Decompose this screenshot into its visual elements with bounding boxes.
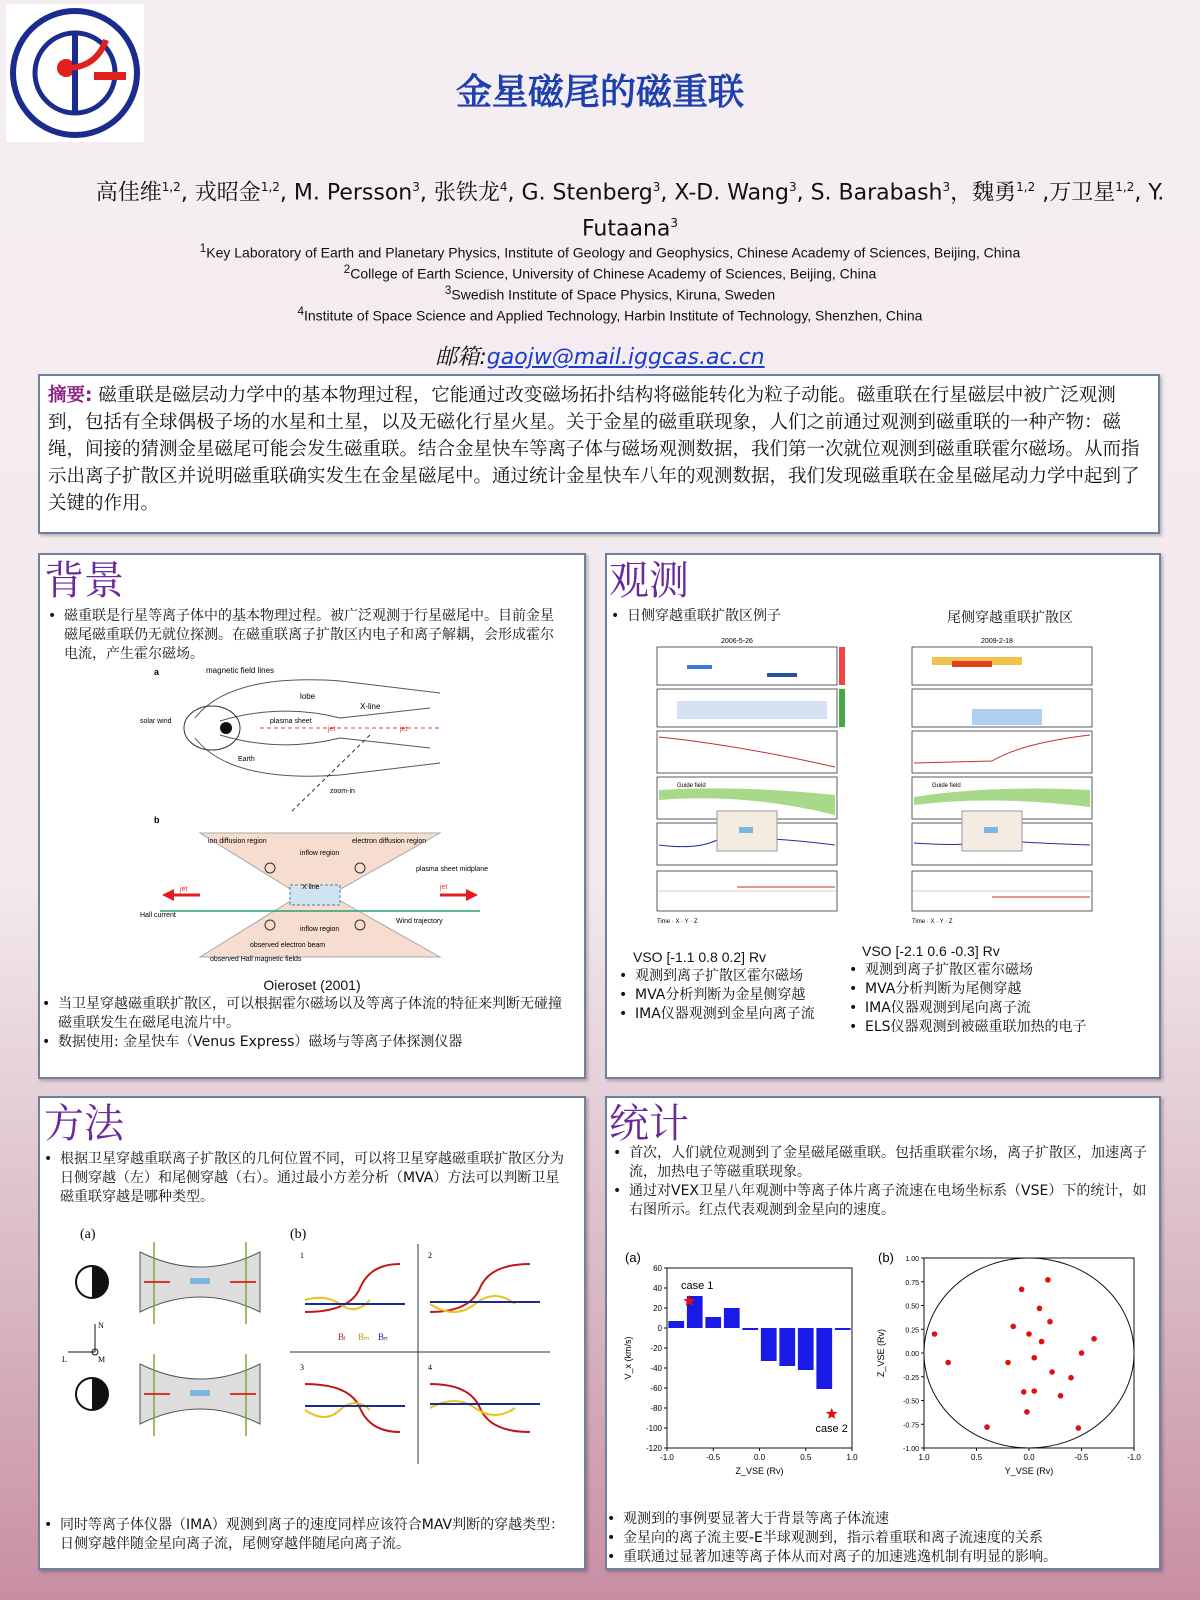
method-fig-b-label: (b)	[290, 1227, 307, 1242]
fig-plasma-sheet: plasma sheet	[270, 718, 312, 725]
dayside-item-1: • 观测到离子扩散区霍尔磁场	[617, 967, 857, 986]
scatter-point	[1010, 1324, 1016, 1330]
observation-right-heading: 尾侧穿越重联扩散区	[947, 610, 1073, 626]
bar	[816, 1328, 832, 1389]
dayside-event-plot	[617, 635, 867, 935]
background-caption: Oieroset (2001)	[263, 977, 361, 993]
fig-label-a: a	[154, 667, 160, 677]
bar-ytick-label: 0	[657, 1324, 662, 1333]
venus-circle	[924, 1258, 1134, 1448]
tailside-date: 2009-2-18	[981, 638, 1013, 645]
background-title: 背景	[44, 558, 124, 604]
fig-wind-trajectory: Wind trajectory	[396, 918, 443, 925]
author-list: 高佳维$^{1,2}$, 戎昭金$^{1,2}$, M. Persson$^3$, 张铁龙$^4$, G. Stenberg$^3$, X-D. Wang$^3$, S. Barabash$^3$，魏勇$^{1,2}$ ,万卫星$^{1,2}$, Y. Futaana$^3$	[95, 180, 1165, 242]
fig-jet-2: jet	[400, 726, 408, 733]
bar	[761, 1328, 777, 1361]
email-link[interactable]: gaojw@mail.iggcas.ac.cn	[486, 345, 765, 370]
fig-jet-1: jet	[328, 726, 336, 733]
fig-observed-hall: observed Hall magnetic fields	[210, 956, 302, 963]
contact-email	[0, 340, 1200, 371]
fig-inflow-1: inflow region	[300, 850, 340, 857]
bar	[779, 1328, 795, 1366]
abstract-panel	[38, 374, 1160, 534]
scatter-point	[1019, 1287, 1025, 1293]
fig-xline: X-line	[360, 702, 381, 711]
scatter-point	[1031, 1355, 1037, 1361]
legend-bn: Bₙ	[378, 1332, 388, 1342]
scatter-point	[1005, 1360, 1011, 1366]
dayside-date: 2006-5-26	[721, 638, 753, 645]
statistics-bullet-2: • 通过对VEX卫星八年观测中等离子体片离子流速在电场坐标系（VSE）下的统计，如右图所示。红点代表观测到金星向的速度。	[611, 1182, 1147, 1220]
fig-jet-3: jet	[180, 886, 188, 893]
scatter-point	[932, 1331, 938, 1337]
reconnection-schematic	[140, 663, 500, 963]
bar-xtick-label: -0.5	[706, 1453, 721, 1462]
background-bullet-1: • 磁重联是行星等离子体中的基本物理过程。被广泛观测于行星磁尾中。目前金星磁尾磁重联仍无就位探测。在磁重联离子扩散区内电子和离子解耦，会形成霍尔电流，产生霍尔磁场。	[46, 607, 566, 664]
scatter-xtick-label: 0.5	[970, 1453, 983, 1462]
background-panel	[38, 553, 586, 1079]
scatter-point	[1021, 1389, 1027, 1395]
scatter-ylabel: Z_VSE (Rv)	[876, 1328, 886, 1378]
scatter-xtick-label: -1.0	[1127, 1453, 1141, 1462]
quadrant-1: 1	[300, 1251, 304, 1260]
email-label: 邮箱:	[435, 345, 487, 370]
abstract-text: 磁重联是磁层动力学中的基本物理过程，它能通过改变磁场拓扑结构将磁能转化为粒子动能。磁重联在行星磁层中被广泛观测到，包括有全球偶极子场的水星和土星，以及无磁化行星火星。关于金星的磁重联现象，人们之前通过观测到磁重联的一种产物：磁绳，间接的猜测金星磁尾可能会发生磁重联。结合金星快车等离子体与磁场观测数据，我们第一次就位观测到磁重联霍尔磁场。从而指示出离子扩散区并说明磁重联确实发生在金星磁尾中。通过统计金星快车八年的观测数据，我们发现磁重联在金星磁尾动力学中起到了关键的作用。	[48, 385, 1140, 514]
bar	[668, 1321, 684, 1328]
scatter-xtick-label: 1.0	[918, 1453, 930, 1462]
scatter-point	[1079, 1350, 1085, 1356]
case-star	[826, 1408, 838, 1419]
scatter-point	[1026, 1331, 1032, 1337]
scatter-xtick-label: 0.0	[1023, 1453, 1035, 1462]
bar-xtick-label: 0.5	[800, 1453, 812, 1462]
dayside-item-3: • IMA仪器观测到金星向离子流	[617, 1005, 857, 1024]
scatter-point	[1058, 1393, 1064, 1399]
fig-observed-beam: observed electron beam	[250, 942, 326, 949]
poster-title: 金星磁尾的磁重联	[455, 72, 744, 113]
tailside-vso-position: VSO [-2.1 0.6 -0.3] Rv	[862, 943, 1000, 959]
scatter-point	[1049, 1369, 1055, 1375]
scatter-ytick-label: 1.00	[905, 1256, 919, 1263]
tailside-guide-field: Guide field	[932, 783, 961, 789]
bar	[705, 1317, 721, 1328]
fig-earth: Earth	[238, 756, 255, 763]
dayside-item-2: • MVA分析判断为金星侧穿越	[617, 986, 857, 1005]
bar-ytick-label: -20	[650, 1344, 662, 1353]
observation-title: 观测	[609, 558, 689, 604]
scatter-point	[1045, 1277, 1051, 1283]
tailside-event-plot	[872, 635, 1122, 935]
bar-ytick-label: 40	[653, 1284, 662, 1293]
dayside-vso-position: VSO [-1.1 0.8 0.2] Rv	[633, 949, 767, 965]
scatter-ytick-label: -0.25	[903, 1374, 919, 1382]
bar-xtick-label: -1.0	[660, 1453, 674, 1462]
abstract-label: 摘要:	[48, 385, 93, 406]
statistics-bullet-3: • 观测到的事例要显著大于背景等离子体流速	[605, 1510, 1145, 1529]
method-fig-a-label: (a)	[80, 1227, 96, 1242]
affiliation-4: $^4$Institute of Space Science and Applied Technology, Harbin Institute of Technology, Shenzhen, China	[297, 305, 923, 324]
method-panel	[38, 1096, 586, 1570]
bar-xtick-label: 0.0	[753, 1453, 766, 1462]
background-bullet-2: • 当卫星穿越磁重联扩散区，可以根据霍尔磁场以及等离子体流的特征来判断无碰撞磁重联发生在磁尾电流片中。	[40, 995, 570, 1033]
svg-text:Time · X · Y · Z: Time · X · Y · Z	[912, 919, 953, 925]
quadrant-3: 3	[300, 1363, 304, 1372]
tailside-item-4: • ELS仪器观测到被磁重联加热的电子	[847, 1018, 1147, 1037]
fig-inflow-2: inflow region	[300, 926, 340, 933]
fig-zoom: zoom-in	[330, 788, 355, 795]
bar-ytick-label: -100	[645, 1424, 662, 1433]
fig-hall-current: Hall current	[140, 912, 176, 919]
statistics-bullet-4: • 金星向的离子流主要-E半球观测到，指示着重联和离子流速度的关系	[605, 1529, 1145, 1548]
scatter-point	[1039, 1339, 1045, 1345]
tailside-item-3: • IMA仪器观测到尾向离子流	[847, 999, 1147, 1018]
case-label: case 2	[815, 1423, 848, 1435]
svg-text:Time · X · Y · Z: Time · X · Y · Z	[657, 919, 698, 925]
axis-l: L	[62, 1355, 67, 1364]
bar-ytick-label: 60	[653, 1264, 662, 1273]
scatter-point	[1037, 1306, 1043, 1312]
fig-label-b: b	[154, 815, 160, 825]
scatter-ytick-label: 0.25	[905, 1327, 919, 1335]
scatter-point	[1024, 1409, 1030, 1415]
bar-ylabel: V_x (km/s)	[623, 1336, 633, 1380]
fig-solar-wind: solar wind	[140, 718, 172, 725]
fig-lobe: lobe	[300, 692, 316, 701]
scatter-xlabel: Y_VSE (Rv)	[1004, 1466, 1054, 1476]
diffusion-region-top	[140, 1242, 260, 1324]
quadrant-2: 2	[428, 1251, 432, 1260]
statistics-panel	[605, 1096, 1161, 1570]
scatter-xtick-label: -0.5	[1074, 1453, 1089, 1462]
vx-bar-chart	[617, 1248, 867, 1488]
bar-ytick-label: -120	[645, 1444, 662, 1453]
scatter-point	[1091, 1336, 1097, 1342]
affiliation-3: $^3$Swedish Institute of Space Physics, Kiruna, Sweden	[444, 284, 776, 303]
scatter-point	[1068, 1375, 1074, 1381]
position-scatter-chart	[872, 1248, 1142, 1488]
bar	[835, 1328, 851, 1330]
fig-ion-diffusion: ion diffusion region	[208, 838, 267, 845]
statistics-title: 统计	[609, 1101, 689, 1147]
scatter-ytick-label: 0.75	[905, 1279, 919, 1287]
scatter-ytick-label: -0.75	[903, 1422, 919, 1430]
bar	[742, 1328, 758, 1330]
bar	[798, 1328, 814, 1370]
bar-xlabel: Z_VSE (Rv)	[735, 1466, 784, 1476]
scatter-ytick-label: -1.00	[903, 1446, 919, 1453]
scatter-ytick-label: -0.50	[903, 1398, 919, 1406]
dayside-guide-field: Guide field	[677, 783, 706, 789]
bar-xtick-label: 1.0	[846, 1453, 858, 1462]
scatter-point	[945, 1360, 951, 1366]
fig-jet-4: jet	[440, 884, 448, 891]
affiliation-2: $^2$College of Earth Science, University of Chinese Academy of Sciences, Beijing, China	[343, 263, 877, 282]
bar	[724, 1308, 740, 1328]
fig-electron-diffusion: electron diffusion region	[352, 838, 427, 845]
scatter-axes-frame	[924, 1258, 1134, 1448]
axis-m: M	[98, 1355, 106, 1364]
tailside-item-1: • 观测到离子扩散区霍尔磁场	[847, 961, 1147, 980]
fig-mag-lines: magnetic field lines	[206, 666, 275, 675]
affiliation-1: $^1$Key Laboratory of Earth and Planetary Physics, Institute of Geology and Geophysics, Chinese Academy of Sciences, Beijing, China	[199, 242, 1021, 261]
bar-ytick-label: 20	[653, 1304, 662, 1313]
method-bullet-1: • 根据卫星穿越重联离子扩散区的几何位置不同，可以将卫星穿越磁重联扩散区分为日侧穿越（左）和尾侧穿越（右）。通过最小方差分析（MVA）方法可以判断卫星磁重联穿越是哪种类型。	[42, 1150, 572, 1207]
scatter-point	[984, 1424, 990, 1430]
bar-ytick-label: -60	[650, 1384, 662, 1393]
crossing-geometry-diagram	[60, 1224, 560, 1464]
scatter-point	[1076, 1425, 1082, 1431]
tailside-item-2: • MVA分析判断为尾侧穿越	[847, 980, 1147, 999]
statistics-bullet-5: • 重联通过显著加速等离子体从而对离子的加速逃逸机制有明显的影响。	[605, 1548, 1145, 1567]
case-label: case 1	[680, 1280, 714, 1292]
scatter-panel-label: (b)	[878, 1250, 894, 1265]
scatter-ytick-label: 0.50	[905, 1303, 919, 1311]
fig-xline-2: X line	[302, 884, 320, 891]
quadrant-4: 4	[428, 1363, 432, 1372]
bar-ytick-label: -80	[650, 1404, 662, 1413]
statistics-bullet-1: • 首次，人们就位观测到了金星磁尾磁重联。包括重联霍尔场，离子扩散区，加速离子流，加热电子等磁重联现象。	[611, 1144, 1147, 1182]
scatter-ytick-label: 0.00	[905, 1351, 919, 1358]
method-title: 方法	[44, 1101, 124, 1147]
bar-panel-label: (a)	[625, 1250, 641, 1265]
legend-bm: Bₘ	[358, 1332, 370, 1342]
observation-panel	[605, 553, 1161, 1079]
background-bullet-3: • 数据使用: 金星快车（Venus Express）磁场与等离子体探测仪器	[40, 1033, 570, 1052]
fig-plasma-sheet-midplane: plasma sheet midplane	[416, 866, 488, 873]
scatter-point	[1047, 1319, 1053, 1325]
diffusion-region-bottom	[140, 1354, 260, 1436]
bar-ytick-label: -40	[650, 1364, 662, 1373]
axis-n: N	[98, 1321, 104, 1330]
observation-left-heading: • 日侧穿越重联扩散区例子	[609, 607, 909, 626]
method-bullet-2: • 同时等离子体仪器（IMA）观测到离子的速度同样应该符合MAV判断的穿越类型：日侧穿越伴随金星向离子流，尾侧穿越伴随尾向离子流。	[42, 1516, 572, 1554]
scatter-point	[1031, 1388, 1037, 1394]
legend-bl: Bₗ	[338, 1332, 346, 1342]
